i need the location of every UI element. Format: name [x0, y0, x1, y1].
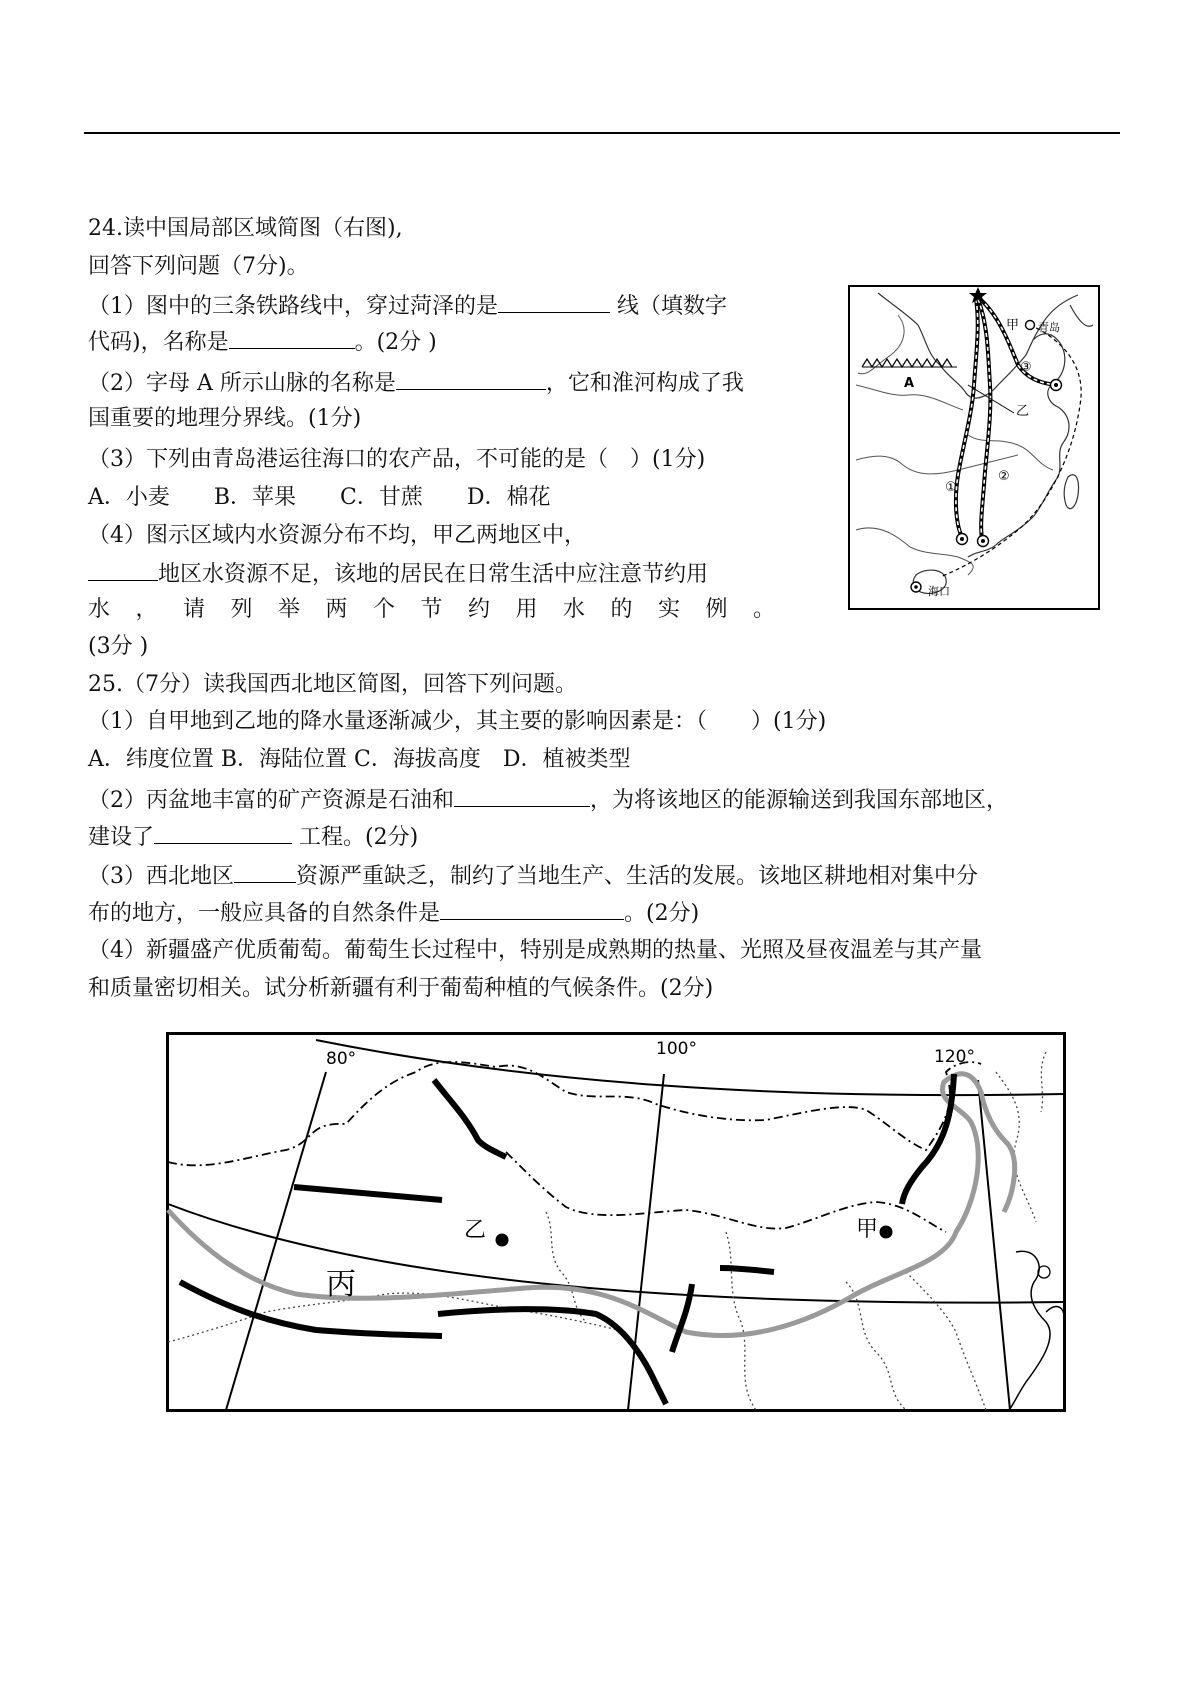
q25-options: A．纬度位置 B．海陆位置 C．海拔高度 D．植被类型 — [88, 747, 631, 772]
q25-part4: （4）新疆盛产优质葡萄。葡萄生长过程中，特别是成熟期的热量、光照及昼夜温差与其产量 — [88, 938, 983, 963]
q25-part4-cont: 和质量密切相关。试分析新疆有利于葡萄种植的气候条件。(2分) — [88, 976, 714, 1001]
q24-part3: （3）下列由青岛港运往海口的农产品，不可能的是（ ）(1分) — [88, 447, 706, 472]
q24-blank-mountain[interactable] — [396, 367, 546, 390]
q24-blank-region[interactable] — [88, 558, 158, 581]
q24-china-region-map — [848, 285, 1100, 610]
q24-part2: （2）字母 A 所示山脉的名称是 ，它和淮河构成了我 — [88, 367, 744, 399]
q24-title: 24.读中国局部区域简图（右图), — [88, 216, 403, 241]
q25-blank-mineral[interactable] — [454, 784, 590, 807]
q24-blank-railway-number[interactable] — [498, 290, 610, 313]
lon-120-label: 120° — [934, 1047, 975, 1067]
q24-options: A．小麦 B．苹果 C．甘蔗 D．棉花 — [88, 485, 551, 510]
q24-part4: （4）图示区域内水资源分布不均，甲乙两地区中， — [88, 523, 586, 548]
map-label-jia: 甲 — [1006, 318, 1020, 333]
q25-part3-cont: 布的地方，一般应具备的自然条件是 。(2分) — [88, 897, 699, 929]
map-label-route1: ① — [945, 480, 957, 495]
q24-part4-cont: 地区水资源不足，该地的居民在日常生活中应注意节约用 — [88, 558, 708, 590]
map-label-route3: ③ — [1020, 360, 1032, 375]
map-label-route2: ② — [998, 469, 1010, 484]
q24-part1-cont: 代码)，名称是 。(2分 ) — [88, 326, 437, 358]
map-label-yi: 乙 — [1016, 404, 1030, 419]
q25-part1: （1）自甲地到乙地的降水量逐渐减少，其主要的影响因素是：（ ）(1分) — [88, 709, 827, 734]
q25-title: 25.（7分）读我国西北地区简图，回答下列问题。 — [88, 672, 577, 697]
q25-part2: （2）丙盆地丰富的矿产资源是石油和 ，为将该地区的能源输送到我国东部地区， — [88, 784, 1008, 816]
map-label-a: A — [904, 376, 915, 391]
lon-80-label: 80° — [326, 1049, 357, 1069]
map-label-bing: 丙 — [326, 1267, 356, 1302]
map-label-qingdao: 青岛 — [1038, 321, 1060, 334]
q24-part2-cont: 国重要的地理分界线。(1分) — [88, 406, 362, 431]
q24-part1: （1）图中的三条铁路线中，穿过菏泽的是 线（填数字 — [88, 290, 727, 322]
q24-part4-score: (3分 ) — [88, 634, 149, 659]
map-label-haikou: 海口 — [928, 585, 950, 598]
q24-intro: 回答下列问题（7分)。 — [88, 254, 309, 279]
header-rule — [84, 132, 1120, 134]
map-label-jia: 甲 — [856, 1217, 879, 1242]
q25-northwest-china-map — [166, 1032, 1066, 1412]
map-label-yi: 乙 — [464, 1218, 487, 1243]
q25-blank-project[interactable] — [154, 821, 292, 844]
q25-part3: （3）西北地区 资源严重缺乏，制约了当地生产、生活的发展。该地区耕地相对集中分 — [88, 860, 978, 892]
q25-blank-resource[interactable] — [234, 860, 296, 883]
q24-part4-cont2: 水，请列举两个节约用水的实例。 — [88, 597, 801, 622]
q25-part2-cont: 建设了 工程。(2分) — [88, 821, 418, 853]
q25-blank-condition[interactable] — [440, 897, 624, 920]
q24-blank-railway-name[interactable] — [229, 326, 355, 349]
lon-100-label: 100° — [656, 1039, 697, 1059]
